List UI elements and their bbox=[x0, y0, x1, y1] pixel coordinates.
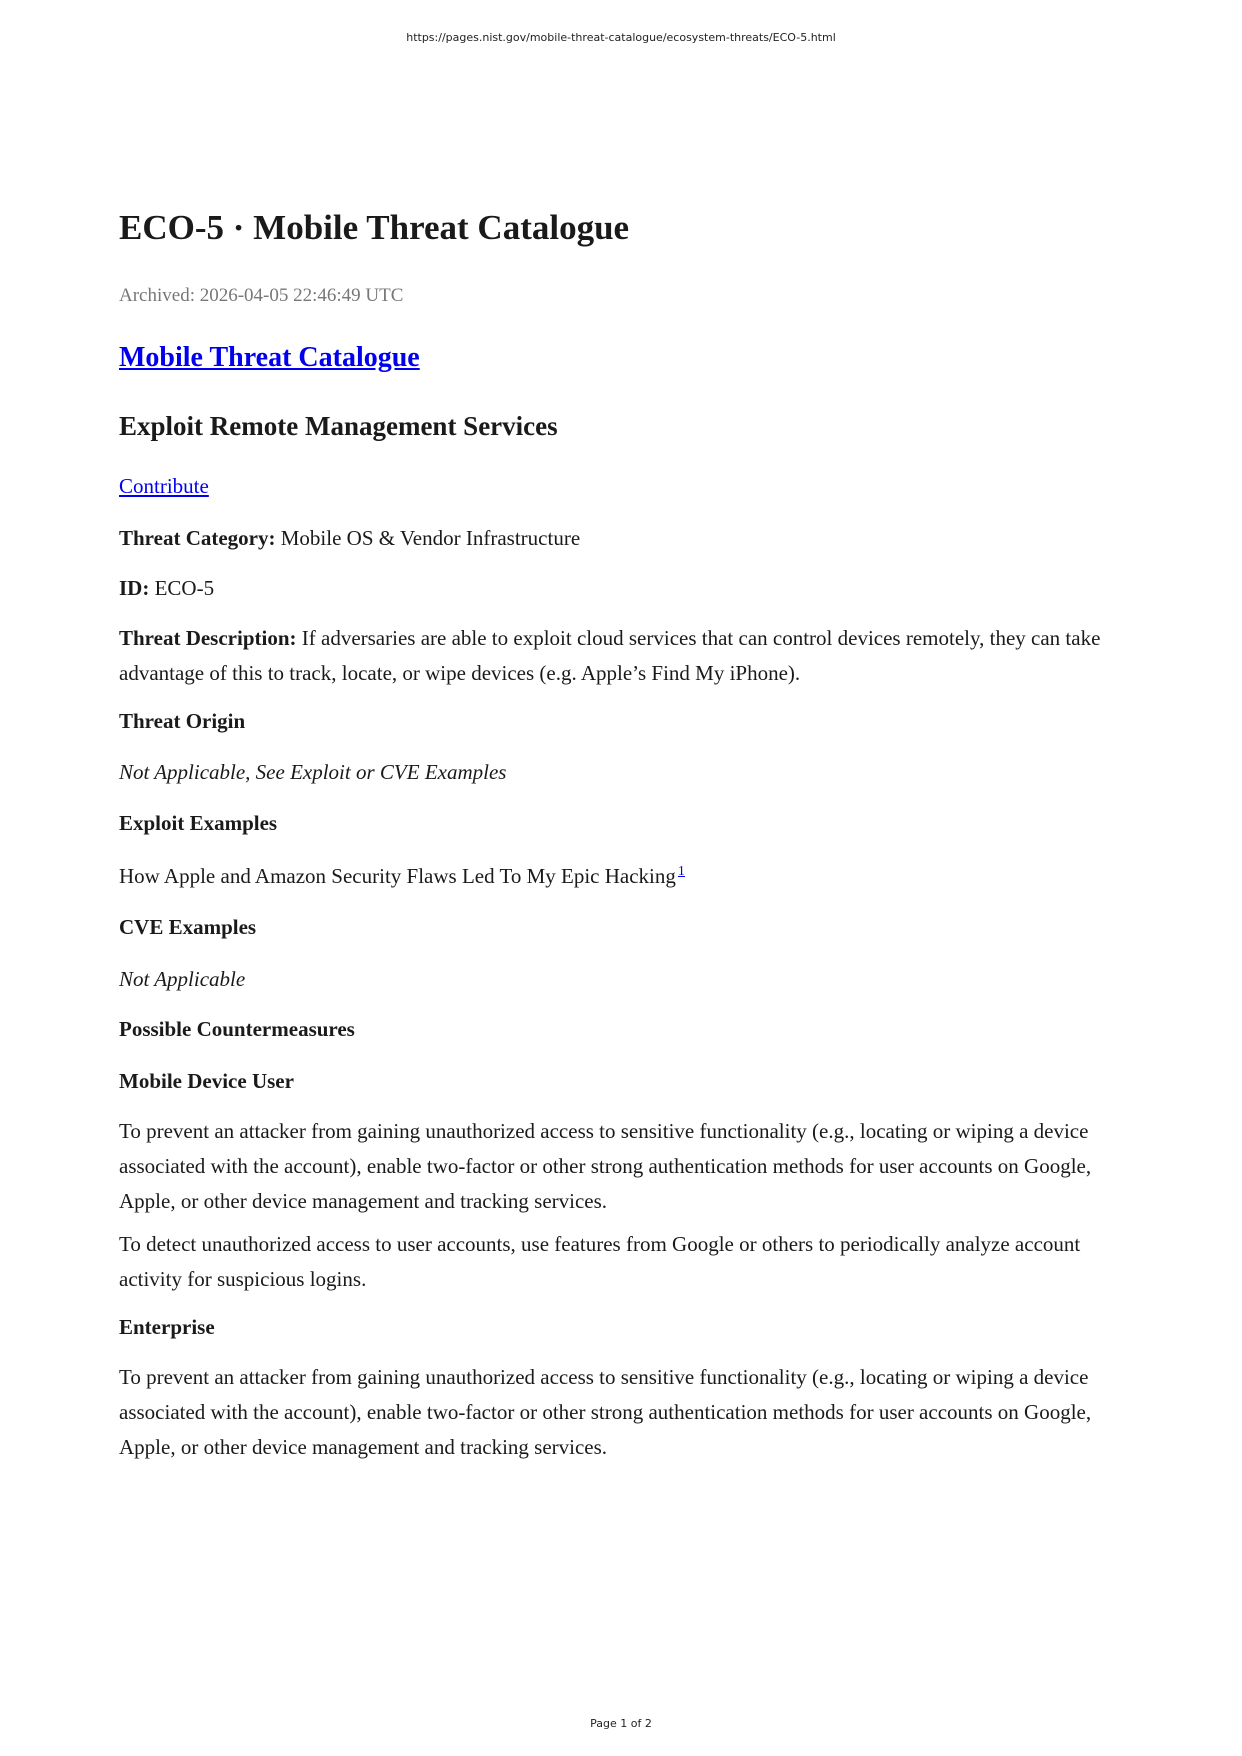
contribute-link[interactable]: Contribute bbox=[119, 474, 209, 498]
exploit-example-text: How Apple and Amazon Security Flaws Led To My Epic Hacking bbox=[119, 864, 676, 888]
countermeasures-heading: Possible Countermeasures bbox=[119, 1017, 355, 1041]
threat-description-text: If adversaries are able to exploit cloud services that can control devices remotely, they can take advantage of this to track, locate, or wipe devices (e.g. Apple’s Find My iPhone). bbox=[119, 626, 1101, 685]
page-number: Page 1 of 2 bbox=[590, 1717, 652, 1730]
enterprise-paragraph-1: To prevent an attacker from gaining unauthorized access to sensitive functionality (e.g., locating or wiping a device associated with the account), enable two-factor or other strong authentication methods for user accounts on Google, Apple, or other device management and tracking services. bbox=[119, 1365, 1092, 1459]
threat-description-label: Threat Description: bbox=[119, 626, 297, 650]
page-title: ECO-5 · Mobile Threat Catalogue bbox=[119, 208, 630, 247]
threat-category-label: Threat Category: bbox=[119, 526, 276, 550]
threat-category-row bbox=[119, 521, 1129, 556]
mobile-user-heading: Mobile Device User bbox=[119, 1069, 294, 1093]
id-label: ID: bbox=[119, 576, 150, 600]
threat-origin-value: Not Applicable, See Exploit or CVE Examples bbox=[119, 760, 507, 784]
threat-title: Exploit Remote Management Services bbox=[119, 411, 558, 441]
mobile-user-paragraph-1: To prevent an attacker from gaining unauthorized access to sensitive functionality (e.g., locating or wiping a device associated with the account), enable two-factor or other strong authentication methods for user accounts on Google, Apple, or other device management and tracking services. bbox=[119, 1119, 1092, 1213]
cve-examples-heading: CVE Examples bbox=[119, 915, 257, 939]
threat-description bbox=[119, 621, 1129, 691]
catalogue-link[interactable]: Mobile Threat Catalogue bbox=[119, 342, 420, 373]
id-row bbox=[119, 571, 1129, 606]
page-url: https://pages.nist.gov/mobile-threat-catalogue/ecosystem-threats/ECO-5.html bbox=[406, 31, 836, 44]
mobile-user-paragraph-2: To detect unauthorized access to user accounts, use features from Google or others to periodically analyze account activity for suspicious logins. bbox=[119, 1232, 1081, 1291]
footnote-link[interactable]: 1 bbox=[677, 864, 685, 879]
exploit-example-item bbox=[119, 859, 1129, 894]
enterprise-heading: Enterprise bbox=[119, 1315, 215, 1339]
threat-category-value: Mobile OS & Vendor Infrastructure bbox=[280, 526, 581, 550]
exploit-examples-heading: Exploit Examples bbox=[119, 811, 278, 835]
cve-examples-value: Not Applicable bbox=[119, 967, 246, 991]
id-value: ECO-5 bbox=[154, 576, 215, 600]
threat-origin-heading: Threat Origin bbox=[119, 709, 246, 733]
contribute-row bbox=[119, 469, 1129, 504]
archived-timestamp: Archived: 2026-04-05 22:46:49 UTC bbox=[119, 285, 404, 306]
